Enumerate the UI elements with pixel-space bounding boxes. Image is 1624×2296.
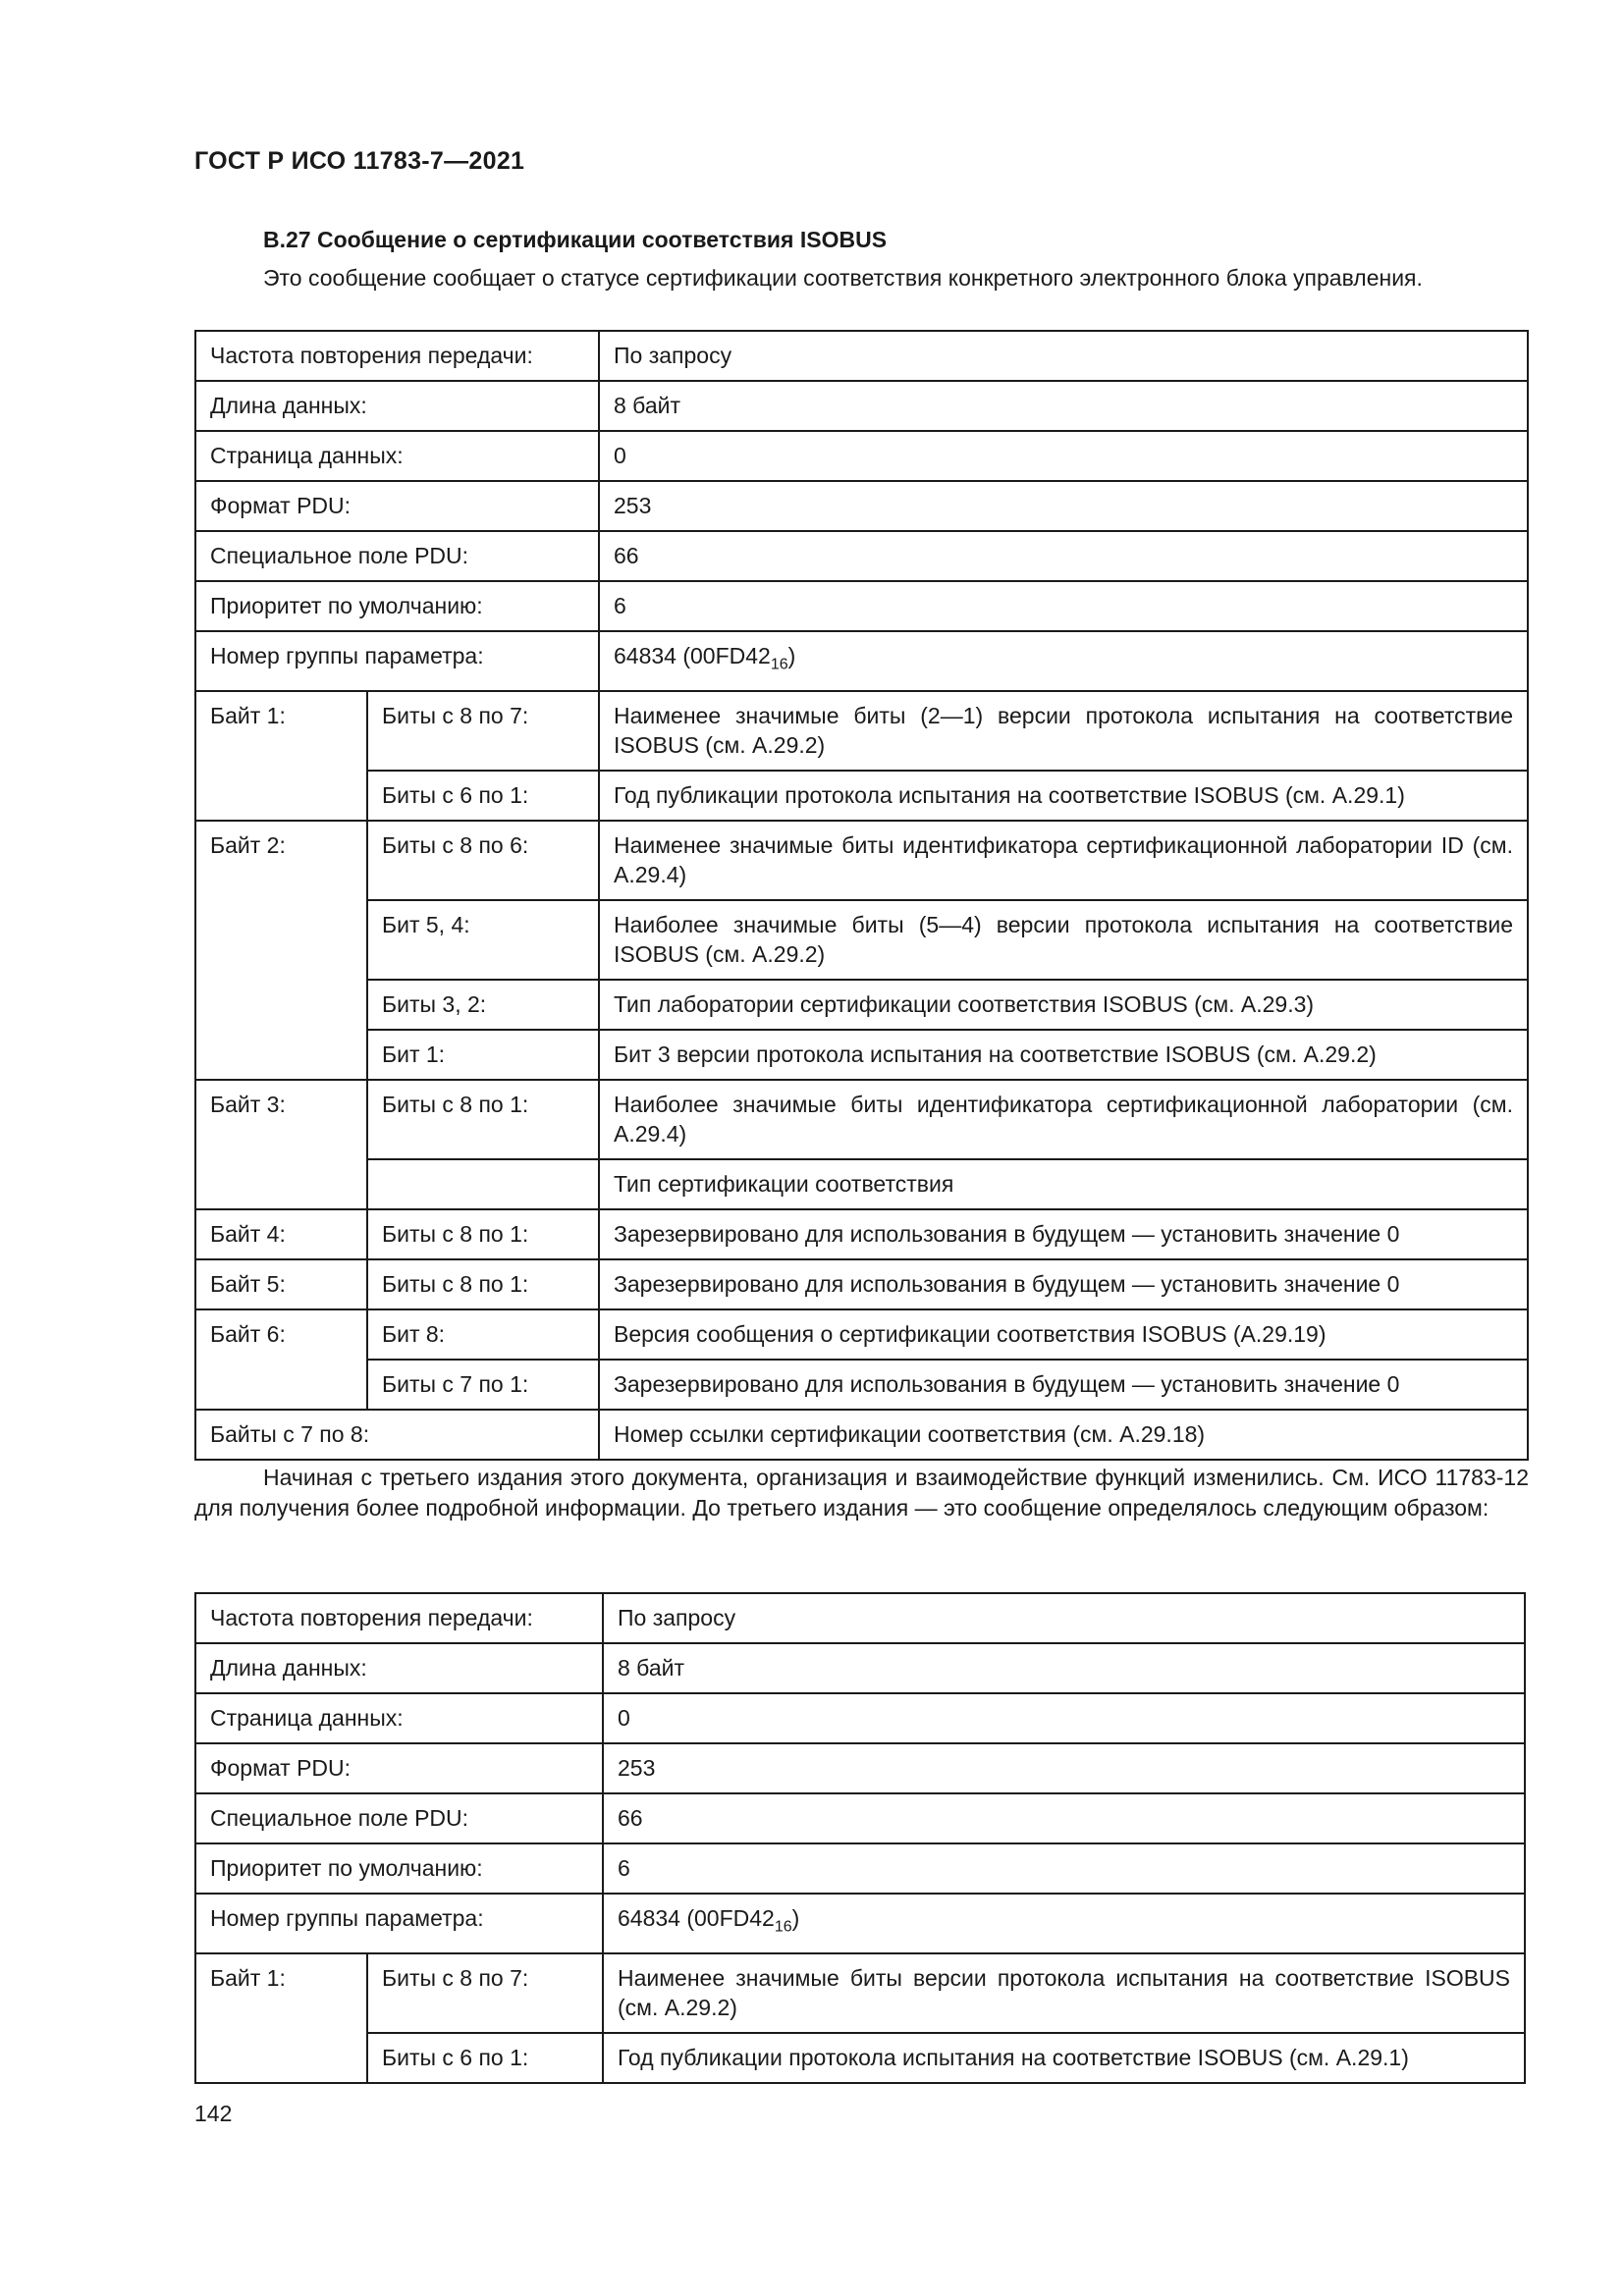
param-value: 6: [599, 581, 1528, 631]
param-value: 0: [599, 431, 1528, 481]
bit-range: Биты с 8 по 6:: [367, 821, 599, 900]
bit-description: Бит 3 версии протокола испытания на соответствие ISOBUS (см. A.29.2): [599, 1030, 1528, 1080]
param-row: [195, 1743, 1525, 1793]
param-value: 0: [603, 1693, 1525, 1743]
pgn-row: [195, 1894, 1525, 1953]
param-row: [195, 1643, 1525, 1693]
byte-bit-row: [195, 1259, 1528, 1309]
bit-range: Биты с 8 по 1:: [367, 1259, 599, 1309]
param-label: Страница данных:: [195, 1693, 603, 1743]
bit-description: Версия сообщения о сертификации соответствия ISOBUS (A.29.19): [599, 1309, 1528, 1360]
param-value: 66: [599, 531, 1528, 581]
pgn-label: Номер группы параметра:: [195, 631, 599, 691]
byte-label: Байт 6:: [195, 1309, 367, 1410]
bit-range: Биты с 8 по 1:: [367, 1209, 599, 1259]
byte-label: Байт 1:: [195, 1953, 367, 2083]
byte-label: Байт 1:: [195, 691, 367, 821]
bit-range: Биты 3, 2:: [367, 980, 599, 1030]
bit-range: Бит 5, 4:: [367, 900, 599, 980]
param-label: Приоритет по умолчанию:: [195, 1843, 603, 1894]
pgn-radix-subscript: 16: [770, 656, 788, 673]
byte-label: Байт 5:: [195, 1259, 367, 1309]
param-value: 253: [603, 1743, 1525, 1793]
param-row: [195, 1793, 1525, 1843]
pgn-spec-table-legacy: [194, 1592, 1526, 2084]
byte-bit-row: [195, 980, 1528, 1030]
bit-description: Наименее значимые биты версии протокола испытания на соответствие ISOBUS (см. A.29.2): [603, 1953, 1525, 2033]
bit-range: Биты с 6 по 1:: [367, 2033, 603, 2083]
param-value: По запросу: [603, 1593, 1525, 1643]
pgn-label: Номер группы параметра:: [195, 1894, 603, 1953]
pgn-spec-table-current: [194, 330, 1529, 1461]
pgn-value: [603, 1894, 1525, 1953]
byte-bit-row: [195, 1159, 1528, 1209]
byte-range-value: Номер ссылки сертификации соответствия (см. A.29.18): [599, 1410, 1528, 1460]
bit-description: Год публикации протокола испытания на соответствие ISOBUS (см. A.29.1): [603, 2033, 1525, 2083]
bit-description: Тип сертификации соответствия: [599, 1159, 1528, 1209]
byte-bit-row: [195, 1309, 1528, 1360]
byte-bit-row: [195, 771, 1528, 821]
bit-description: Тип лаборатории сертификации соответствия ISOBUS (см. A.29.3): [599, 980, 1528, 1030]
byte-bit-row: [195, 1953, 1525, 2033]
param-label: Частота повторения передачи:: [195, 331, 599, 381]
byte-label: Байт 3:: [195, 1080, 367, 1209]
bit-range: Биты с 6 по 1:: [367, 771, 599, 821]
section-title: B.27 Сообщение о сертификации соответствия ISOBUS: [263, 227, 888, 252]
bit-description: Наименее значимые биты идентификатора сертификационной лаборатории ID (см. A.29.4): [599, 821, 1528, 900]
param-value: 253: [599, 481, 1528, 531]
param-value: 6: [603, 1843, 1525, 1894]
bit-range: Биты с 8 по 7:: [367, 691, 599, 771]
byte-range-row: [195, 1410, 1528, 1460]
bit-range: Биты с 8 по 1:: [367, 1080, 599, 1159]
bit-range: Бит 1:: [367, 1030, 599, 1080]
param-label: Формат PDU:: [195, 481, 599, 531]
byte-range-label: Байты с 7 по 8:: [195, 1410, 599, 1460]
bit-range: Биты с 8 по 7:: [367, 1953, 603, 2033]
param-row: [195, 581, 1528, 631]
param-label: Длина данных:: [195, 1643, 603, 1693]
pgn-close-paren: ): [787, 643, 796, 668]
byte-bit-row: [195, 1209, 1528, 1259]
section-intro: Это сообщение сообщает о статусе сертификации соответствия конкретного электронного блока управления.: [263, 265, 1423, 291]
param-row: [195, 431, 1528, 481]
byte-bit-row: [195, 2033, 1525, 2083]
byte-bit-row: [195, 1080, 1528, 1159]
byte-bit-row: [195, 900, 1528, 980]
bit-description: Наиболее значимые биты (5—4) версии протокола испытания на соответствие ISOBUS (см. A.29.2): [599, 900, 1528, 980]
byte-bit-row: [195, 1030, 1528, 1080]
byte-bit-row: [195, 821, 1528, 900]
bit-description: Наиболее значимые биты идентификатора сертификационной лаборатории (см. A.29.4): [599, 1080, 1528, 1159]
param-value: 8 байт: [599, 381, 1528, 431]
bit-description: Зарезервировано для использования в будущем — установить значение 0: [599, 1259, 1528, 1309]
bit-range: Биты с 7 по 1:: [367, 1360, 599, 1410]
byte-label: Байт 2:: [195, 821, 367, 1080]
param-row: [195, 481, 1528, 531]
param-row: [195, 531, 1528, 581]
param-row: [195, 331, 1528, 381]
bit-range: Бит 8:: [367, 1309, 599, 1360]
param-row: [195, 381, 1528, 431]
bit-description: Год публикации протокола испытания на соответствие ISOBUS (см. A.29.1): [599, 771, 1528, 821]
param-label: Специальное поле PDU:: [195, 1793, 603, 1843]
pgn-radix-subscript: 16: [774, 1918, 792, 1936]
bit-description: Зарезервировано для использования в будущем — установить значение 0: [599, 1360, 1528, 1410]
pgn-row: [195, 631, 1528, 691]
param-label: Специальное поле PDU:: [195, 531, 599, 581]
param-row: [195, 1693, 1525, 1743]
param-value: По запросу: [599, 331, 1528, 381]
edition-note-paragraph: Начиная с третьего издания этого документа, организация и взаимодействие функций изменились. См. ИСО 11783-12 для получения более подробной информации. До третьего издания — это сообщение определялось следующим образом:: [194, 1465, 1529, 1521]
param-value: 8 байт: [603, 1643, 1525, 1693]
param-label: Длина данных:: [195, 381, 599, 431]
param-row: [195, 1593, 1525, 1643]
byte-bit-row: [195, 691, 1528, 771]
pgn-close-paren: ): [791, 1905, 800, 1931]
byte-label: Байт 4:: [195, 1209, 367, 1259]
param-row: [195, 1843, 1525, 1894]
param-label: Приоритет по умолчанию:: [195, 581, 599, 631]
pgn-hex-value: 64834 (00FD42: [618, 1905, 775, 1931]
bit-range: [367, 1159, 599, 1209]
bit-description: Зарезервировано для использования в будущем — установить значение 0: [599, 1209, 1528, 1259]
bit-description: Наименее значимые биты (2—1) версии протокола испытания на соответствие ISOBUS (см. A.29.2): [599, 691, 1528, 771]
param-label: Страница данных:: [195, 431, 599, 481]
page-number: 142: [194, 2101, 233, 2126]
pgn-value: [599, 631, 1528, 691]
param-label: Частота повторения передачи:: [195, 1593, 603, 1643]
pgn-hex-value: 64834 (00FD42: [614, 643, 771, 668]
param-label: Формат PDU:: [195, 1743, 603, 1793]
document-code-header: ГОСТ Р ИСО 11783-7—2021: [194, 147, 525, 175]
param-value: 66: [603, 1793, 1525, 1843]
byte-bit-row: [195, 1360, 1528, 1410]
